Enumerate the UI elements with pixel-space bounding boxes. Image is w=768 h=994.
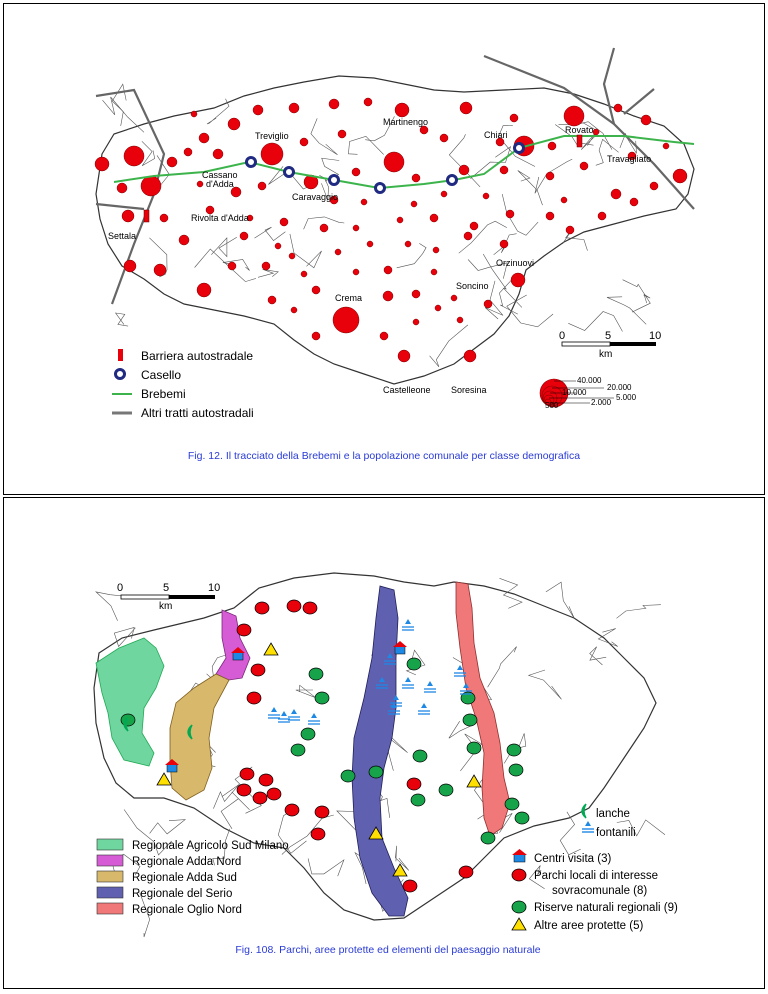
svg-text:20.000: 20.000 [607,383,632,392]
population-circle [199,133,209,143]
legend-label: Regionale Adda Nord [132,856,242,868]
population-circle [457,317,463,323]
toll-station-marker [448,176,457,185]
local-park-icon [512,869,526,881]
population-circle [506,210,514,218]
local-park-marker [287,600,301,612]
local-park-marker [237,624,251,636]
population-circle [320,224,328,232]
population-circle [122,210,134,222]
map-legend [112,349,254,420]
population-circle [312,332,320,340]
population-circle [397,217,403,223]
legend-label: Regionale Adda Sud [132,872,237,884]
reserve-marker [413,750,427,762]
fontanili-icon [582,821,594,832]
town-label: Martinengo [383,117,429,127]
town-label: Rovato [565,125,594,135]
toll-legend-icon [116,370,125,379]
local-park-marker [259,774,273,786]
population-circle [228,118,240,130]
toll-station-marker [376,184,385,193]
local-park-marker [251,664,265,676]
population-class-legend [540,376,637,410]
population-circle [673,169,687,183]
population-circle [546,212,554,220]
legend-swatch [97,887,123,898]
svg-text:km: km [599,349,613,360]
reserve-marker [291,744,305,756]
legend-swatch [97,855,123,866]
population-circle [191,111,197,117]
legend-label: lanche [596,808,630,820]
population-circle [411,201,417,207]
population-circle [561,197,567,203]
reserve-icon [512,901,526,913]
population-circle [261,143,283,165]
population-circle [312,286,320,294]
scale-bar [117,582,220,612]
population-circle [598,212,606,220]
reserve-marker [467,742,481,754]
legend-label: Regionale Agricolo Sud Milano [132,840,289,852]
legend-swatch [97,839,123,850]
population-circle [117,183,127,193]
population-circle [361,199,367,205]
population-circle [353,225,359,231]
town-label: Chiari [484,130,508,140]
local-park-marker [240,768,254,780]
svg-text:10: 10 [649,330,662,342]
population-circle [384,266,392,274]
town-label: Castelleone [383,385,431,395]
population-circle [663,143,669,149]
legend-label: Brebemi [141,387,186,401]
population-circle [380,332,388,340]
parks-map [4,498,764,988]
population-circle [258,182,266,190]
population-circle [464,232,472,240]
population-circle [566,226,574,234]
reserve-marker [463,714,477,726]
local-park-marker [403,880,417,892]
population-circle [280,218,288,226]
population-circle [228,262,236,270]
population-circle [464,350,476,362]
town-label: Travagliato [607,154,652,164]
population-circle [431,269,437,275]
population-circle [383,291,393,301]
legend-label: fontanili [596,827,636,839]
population-circle [614,104,622,112]
town-label: Soresina [451,385,487,395]
figure-parks-panel [3,497,765,989]
population-circle [367,241,373,247]
svg-text:5.000: 5.000 [616,393,637,402]
figure-caption: Fig. 12. Il tracciato della Brebemi e la popolazione comunale per classe demografica [187,450,581,462]
population-circle [611,189,621,199]
population-circle [289,103,299,113]
reserve-marker [315,692,329,704]
population-circle [262,262,270,270]
population-circle [167,157,177,167]
town-label: Crema [335,293,363,303]
reserve-marker [439,784,453,796]
population-circle [253,105,263,115]
legend-swatch [97,903,123,914]
population-circle [179,235,189,245]
reserve-marker [121,714,135,726]
population-circle [548,142,556,150]
population-circle [412,290,420,298]
population-circle [291,307,297,313]
barrier-marker [577,135,582,147]
reserve-marker [505,798,519,810]
local-park-marker [237,784,251,796]
brebemi-map [4,4,764,494]
population-circle [197,181,203,187]
population-circle [500,240,508,248]
population-circle [95,157,109,171]
town-label: Cassano [202,170,238,180]
population-circle [335,249,341,255]
svg-text:40.000: 40.000 [577,376,602,385]
legend-label: Riserve naturali regionali (9) [534,902,678,914]
scale-bar [559,330,661,360]
svg-text:0: 0 [117,582,124,594]
local-park-marker [459,866,473,878]
reserve-marker [515,812,529,824]
protected-area-icon [512,918,526,930]
population-circle [483,193,489,199]
population-circle [433,247,439,253]
reserve-marker [301,728,315,740]
population-circle [405,241,411,247]
population-circle [484,300,492,308]
town-label: Orzinuovi [496,258,535,268]
reserve-marker [309,668,323,680]
population-circle [641,115,651,125]
population-circle [160,214,168,222]
town-label: Treviglio [255,131,289,141]
local-park-marker [407,778,421,790]
local-park-marker [253,792,267,804]
svg-text:2.000: 2.000 [591,398,612,407]
population-circle [124,146,144,166]
legend-swatch [97,871,123,882]
local-park-marker [285,804,299,816]
town-label: d'Adda [206,179,234,189]
population-circle [275,243,281,249]
population-circle [289,253,295,259]
population-circle [141,176,161,196]
population-circle [184,148,192,156]
toll-station-marker [247,158,256,167]
population-circle [197,283,211,297]
population-circle [338,130,346,138]
population-circle [300,138,308,146]
reserve-marker [507,744,521,756]
town-label: Caravaggio [292,192,339,202]
reserve-marker [481,832,495,844]
reserve-marker [369,766,383,778]
population-circle [459,165,469,175]
population-circle [301,271,307,277]
population-circle [154,264,166,276]
svg-text:0: 0 [559,330,566,342]
population-circle [546,172,554,180]
legend-label: Barriera autostradale [141,349,254,363]
population-circle [440,134,448,142]
local-park-marker [315,806,329,818]
population-circle [510,114,518,122]
population-circle [511,273,525,287]
local-park-marker [311,828,325,840]
population-circle [435,305,441,311]
legend-label: Altre aree protette (5) [534,920,644,932]
population-circle [564,106,584,126]
local-park-marker [255,602,269,614]
svg-text:10: 10 [208,582,221,594]
population-circle [398,350,410,362]
population-circle [240,232,248,240]
population-circle [470,222,478,230]
figure-caption: Fig. 108. Parchi, aree protette ed elementi del paesaggio naturale [235,944,541,956]
toll-station-marker [515,144,524,153]
population-circle [420,126,428,134]
svg-text:5: 5 [163,582,170,594]
population-circle [451,295,457,301]
population-circle [593,129,599,135]
population-circle [333,307,359,333]
population-circle [364,98,372,106]
population-circle [500,166,508,174]
town-label: Rivolta d'Adda [191,213,249,223]
figure-brebemi-panel [3,3,765,495]
population-circle [213,149,223,159]
population-circle [395,103,409,117]
legend-label: Altri tratti autostradali [141,406,254,420]
population-circle [580,162,588,170]
population-circle [430,214,438,222]
svg-text:500: 500 [545,401,559,410]
svg-text:5: 5 [605,330,612,342]
reserve-marker [411,794,425,806]
legend-label: Regionale del Serio [132,888,233,900]
svg-text:10.000: 10.000 [562,388,587,397]
toll-station-marker [285,168,294,177]
population-circle [124,260,136,272]
population-circle [413,319,419,325]
toll-station-marker [330,176,339,185]
local-park-marker [267,788,281,800]
barrier-marker [144,210,149,222]
town-label: Settala [108,231,137,241]
reserve-marker [407,658,421,670]
population-circle [268,296,276,304]
population-circle [650,182,658,190]
population-circle [329,99,339,109]
population-circle [352,168,360,176]
town-label: Soncino [456,281,489,291]
legend-label: Regionale Oglio Nord [132,904,242,916]
reserve-marker [341,770,355,782]
park-legend [97,839,289,916]
population-circle [630,198,638,206]
reserve-marker [509,764,523,776]
visit-center-icon [512,849,527,862]
population-circle [441,191,447,197]
legend-label: Casello [141,368,182,382]
population-circle [460,102,472,114]
population-circle [412,174,420,182]
legend-label: sovracomunale (8) [552,885,648,897]
barrier-legend-icon [118,349,123,361]
legend-label: Parchi locali di interesse [534,870,659,882]
population-circle [384,152,404,172]
local-park-marker [303,602,317,614]
legend-label: Centri visita (3) [534,853,612,865]
local-park-marker [247,692,261,704]
svg-text:km: km [159,601,173,612]
population-circle [353,269,359,275]
